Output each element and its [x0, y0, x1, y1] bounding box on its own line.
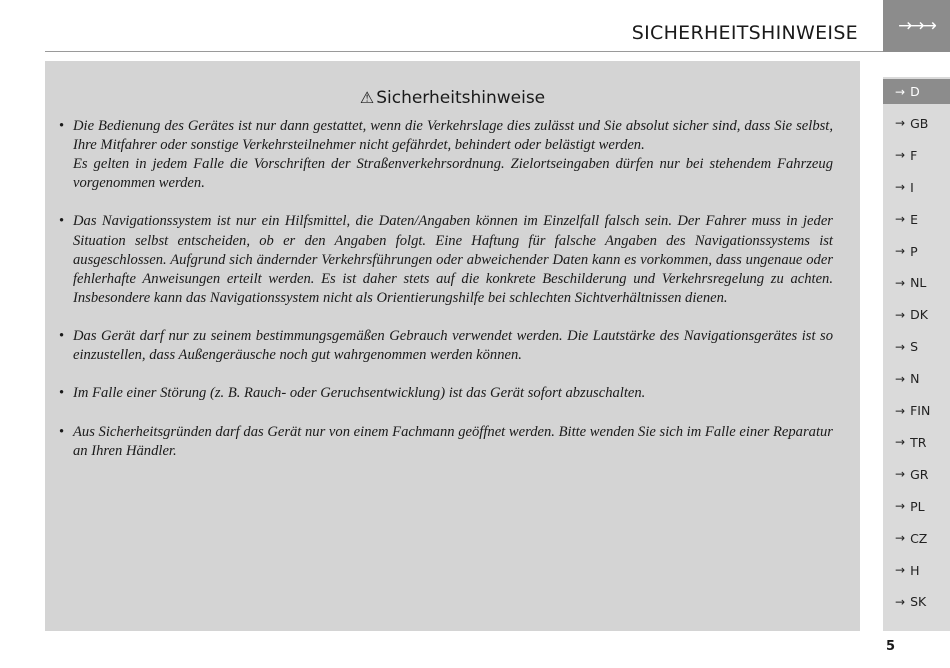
arrow-right-icon: →: [895, 307, 906, 322]
arrow-right-icon: →: [895, 403, 906, 418]
language-code: SK: [910, 594, 927, 610]
safety-note-item: [59, 423, 833, 461]
language-code: E: [910, 211, 918, 227]
language-code: D: [910, 84, 920, 99]
language-code: TR: [910, 434, 927, 450]
language-tab-s[interactable]: [883, 334, 950, 359]
language-code: P: [910, 243, 918, 259]
arrow-right-icon: →: [895, 180, 906, 195]
page-header-title: SICHERHEITSHINWEISE: [631, 22, 858, 44]
language-tab-h[interactable]: [883, 558, 950, 583]
language-tab-tr[interactable]: [883, 430, 950, 455]
arrow-right-icon: →: [895, 212, 906, 227]
safety-note-text: Das Navigationssystem ist nur ein Hilfsmittel, die Daten/Angaben können im Einzelfall falsch sein. Der Fahrer muss in jeder Situation selbst entscheiden, ob er den Angaben folgt. Eine Haftung für falsche Angaben des Navigationssystems ist ausgeschlossen. Aufgrund sich ändernder Verkehrsführungen oder abweichender Daten kann es vorkommen, dass ungenaue oder fehlerhafte Anweisungen erteilt werden. Es ist daher stets auf die konkrete Beschilderung und Verkehrsregelung zu achten. Insbesondere kann das Navigationssystem nicht als Orientierungshilfe bei schlechten Sichtverhältnissen dienen.: [73, 213, 833, 306]
language-tab-fin[interactable]: [883, 398, 950, 423]
bullet-icon: •: [59, 423, 65, 440]
arrow-right-icon: →: [895, 435, 906, 450]
language-code: S: [910, 339, 918, 355]
safety-note-text: Die Bedienung des Gerätes ist nur dann gestattet, wenn die Verkehrslage dies zulässt und Sie absolut sicher sind, dass Sie selbst, Ihre Mitfahrer oder sonstige Verkehrsteilnehmer nicht gefährdet, behindert oder belästigt werden.: [73, 118, 833, 154]
language-code: F: [910, 147, 918, 163]
language-tab-n[interactable]: [883, 366, 950, 391]
header-divider: [45, 51, 883, 52]
arrow-right-icon: →: [895, 148, 906, 163]
panel-heading: [45, 88, 860, 108]
language-tab-d[interactable]: [883, 79, 950, 104]
language-tab-f[interactable]: [883, 143, 950, 168]
safety-note-item: [59, 117, 833, 193]
safety-note-text: Im Falle einer Störung (z. B. Rauch- oder Geruchsentwicklung) ist das Gerät sofort abzuschalten.: [73, 385, 646, 402]
language-tab-p[interactable]: [883, 239, 950, 264]
arrow-right-icon: →: [895, 499, 906, 514]
language-code: I: [910, 179, 914, 195]
language-tab-dk[interactable]: [883, 302, 950, 327]
bullet-icon: •: [59, 118, 65, 134]
arrow-right-icon: →: [895, 563, 906, 577]
warning-icon: ⚠: [359, 88, 375, 107]
language-code: N: [910, 371, 920, 387]
safety-notes-panel: [45, 61, 860, 631]
safety-note-item: [59, 384, 833, 403]
safety-note-text: Das Gerät darf nur zu seinem bestimmungsgemäßen Gebrauch verwendet werden. Die Lautstärke des Navigationsgerätes ist so einzustellen, dass Außengeräusche noch gut wahrgenommen werden können.: [73, 328, 833, 364]
safety-note-text: Aus Sicherheitsgründen darf das Gerät nur von einem Fachmann geöffnet werden. Bitte wenden Sie sich im Falle einer Reparatur an Ihren Händler.: [73, 423, 833, 459]
arrow-right-icon: →: [895, 467, 906, 482]
arrow-right-icon: →: [895, 244, 906, 258]
language-tab-pl[interactable]: [883, 494, 950, 519]
safety-note-item: [59, 212, 833, 307]
language-sidebar: [883, 77, 950, 631]
language-code: GB: [910, 115, 929, 131]
page-number: 5: [886, 639, 896, 654]
safety-note-item: [59, 327, 833, 365]
bullet-icon: •: [59, 213, 65, 230]
panel-title-text: Sicherheitshinweise: [376, 88, 546, 108]
arrow-right-icon: →: [895, 594, 906, 609]
language-code: FIN: [910, 403, 931, 418]
language-tab-sk[interactable]: [883, 589, 950, 614]
language-tab-gr[interactable]: [883, 462, 950, 487]
arrow-right-icon: →: [895, 531, 906, 546]
bullet-icon: •: [59, 385, 65, 402]
language-tab-gb[interactable]: [883, 111, 950, 136]
language-tab-i[interactable]: [883, 175, 950, 200]
arrow-right-icon: →: [895, 275, 906, 290]
arrow-right-icon: →: [895, 339, 906, 354]
bullet-icon: •: [59, 328, 65, 345]
language-code: NL: [910, 275, 927, 291]
language-tab-cz[interactable]: [883, 526, 950, 551]
arrow-right-icon: →: [895, 84, 906, 99]
language-code: DK: [910, 307, 928, 323]
language-tab-e[interactable]: [883, 207, 950, 232]
language-code: H: [910, 562, 920, 578]
arrow-right-icon: →: [895, 116, 906, 131]
arrow-right-icon: →: [895, 371, 906, 386]
language-tab-nl[interactable]: [883, 270, 950, 295]
language-code: CZ: [910, 530, 928, 546]
safety-notes-list: [59, 117, 833, 480]
header-arrows-icon: →→→: [883, 0, 950, 52]
safety-note-text: Es gelten in jedem Falle die Vorschriften der Straßenverkehrsordnung. Zielortseingaben dürfen nur bei stehendem Fahrzeug vorgenommen werden.: [73, 156, 833, 192]
language-code: GR: [910, 466, 929, 482]
language-code: PL: [910, 498, 925, 514]
